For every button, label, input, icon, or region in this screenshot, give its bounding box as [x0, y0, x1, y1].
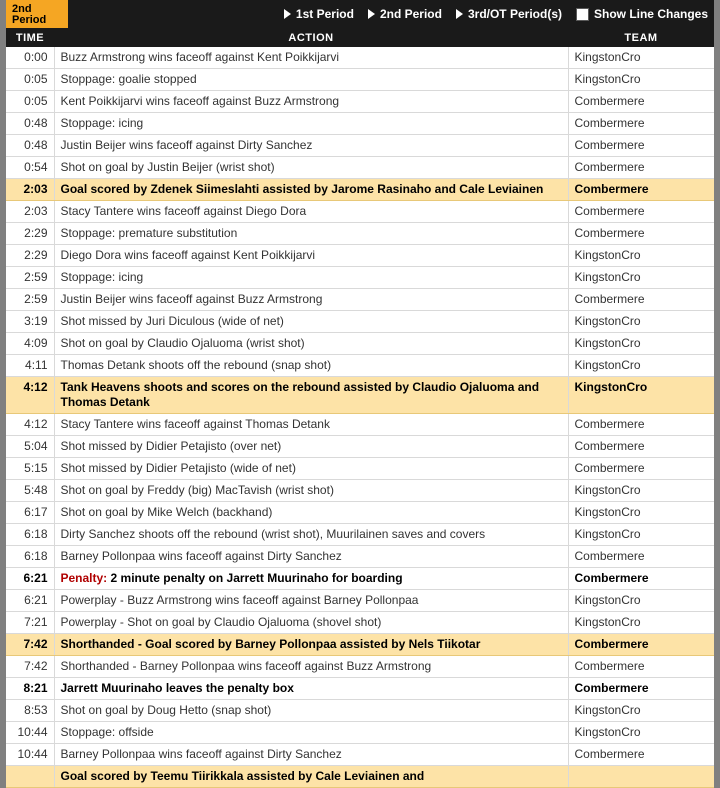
cell-action: Shot on goal by Doug Hetto (snap shot): [54, 700, 568, 722]
cell-action: Thomas Detank shoots off the rebound (snap shot): [54, 355, 568, 377]
cell-action: Stoppage: premature substitution: [54, 223, 568, 245]
current-period-line1: 2nd: [12, 3, 32, 15]
period-link-2nd[interactable]: [368, 0, 456, 28]
table-row: [6, 414, 714, 436]
play-by-play-table: [6, 28, 714, 788]
table-row: [6, 91, 714, 113]
cell-action: Stoppage: icing: [54, 113, 568, 135]
cell-time: 10:44: [6, 744, 54, 766]
show-line-changes-checkbox[interactable]: [576, 8, 589, 21]
cell-team: KingstonCro: [568, 267, 714, 289]
cell-team: Combermere: [568, 744, 714, 766]
cell-team: Combermere: [568, 634, 714, 656]
table-row: [6, 113, 714, 135]
period-link-1st[interactable]: [284, 0, 368, 28]
table-row: [6, 766, 714, 788]
cell-time: 4:09: [6, 333, 54, 355]
cell-team: Combermere: [568, 201, 714, 223]
cell-action: Kent Poikkijarvi wins faceoff against Buzz Armstrong: [54, 91, 568, 113]
cell-time: [6, 766, 54, 788]
current-period-indicator: [6, 0, 68, 28]
cell-time: 4:11: [6, 355, 54, 377]
cell-time: 2:03: [6, 179, 54, 201]
cell-time: 6:18: [6, 524, 54, 546]
cell-action: [54, 568, 568, 590]
cell-team: KingstonCro: [568, 524, 714, 546]
cell-team: KingstonCro: [568, 355, 714, 377]
cell-team: Combermere: [568, 91, 714, 113]
show-line-changes-toggle[interactable]: [576, 0, 714, 28]
cell-team: KingstonCro: [568, 377, 714, 414]
cell-action: Diego Dora wins faceoff against Kent Poikkijarvi: [54, 245, 568, 267]
table-row: [6, 656, 714, 678]
period-link-3rd-ot[interactable]: [456, 0, 576, 28]
cell-time: 10:44: [6, 722, 54, 744]
cell-team: KingstonCro: [568, 722, 714, 744]
cell-time: 5:15: [6, 458, 54, 480]
table-row: [6, 612, 714, 634]
cell-team: KingstonCro: [568, 502, 714, 524]
cell-team: Combermere: [568, 678, 714, 700]
cell-action: Barney Pollonpaa wins faceoff against Dirty Sanchez: [54, 546, 568, 568]
cell-action: Shot on goal by Freddy (big) MacTavish (wrist shot): [54, 480, 568, 502]
cell-team: Combermere: [568, 113, 714, 135]
cell-time: 6:21: [6, 590, 54, 612]
table-row: [6, 245, 714, 267]
cell-team: Combermere: [568, 436, 714, 458]
cell-team: KingstonCro: [568, 700, 714, 722]
cell-team: KingstonCro: [568, 480, 714, 502]
cell-team: KingstonCro: [568, 69, 714, 91]
table-header: [6, 28, 714, 47]
cell-time: 3:19: [6, 311, 54, 333]
show-line-changes-label: Show Line Changes: [593, 7, 708, 21]
cell-time: 0:00: [6, 47, 54, 69]
cell-team: Combermere: [568, 157, 714, 179]
table-row: [6, 700, 714, 722]
cell-action: Jarrett Muurinaho leaves the penalty box: [54, 678, 568, 700]
cell-action: Goal scored by Teemu Tiirikkala assisted by Cale Leviainen and: [54, 766, 568, 788]
cell-action: Barney Pollonpaa wins faceoff against Dirty Sanchez: [54, 744, 568, 766]
triangle-right-icon: [456, 9, 463, 19]
cell-team: Combermere: [568, 289, 714, 311]
cell-team: Combermere: [568, 656, 714, 678]
cell-action: Shot on goal by Claudio Ojaluoma (wrist shot): [54, 333, 568, 355]
cell-time: 4:12: [6, 377, 54, 414]
cell-time: 2:29: [6, 245, 54, 267]
cell-team: Combermere: [568, 223, 714, 245]
cell-time: 7:21: [6, 612, 54, 634]
table-row: [6, 480, 714, 502]
cell-team: KingstonCro: [568, 590, 714, 612]
cell-action: Shot missed by Juri Diculous (wide of net): [54, 311, 568, 333]
cell-team: KingstonCro: [568, 612, 714, 634]
cell-action: Dirty Sanchez shoots off the rebound (wrist shot), Muurilainen saves and covers: [54, 524, 568, 546]
cell-time: 6:21: [6, 568, 54, 590]
table-row: [6, 223, 714, 245]
cell-action: Stoppage: goalie stopped: [54, 69, 568, 91]
table-row: [6, 458, 714, 480]
table-row: [6, 267, 714, 289]
cell-action: Tank Heavens shoots and scores on the rebound assisted by Claudio Ojaluoma and Thomas Detank: [54, 377, 568, 414]
cell-time: 8:21: [6, 678, 54, 700]
cell-action: Stacy Tantere wins faceoff against Diego Dora: [54, 201, 568, 223]
cell-action: Stoppage: offside: [54, 722, 568, 744]
penalty-label: Penalty:: [60, 571, 108, 585]
table-row: [6, 568, 714, 590]
cell-time: 0:54: [6, 157, 54, 179]
current-period-line2: Period: [12, 14, 47, 26]
period-link-2nd-label: 2nd Period: [379, 7, 442, 21]
table-row: [6, 289, 714, 311]
table-row: [6, 590, 714, 612]
table-row: [6, 524, 714, 546]
cell-time: 7:42: [6, 656, 54, 678]
cell-action: Shorthanded - Barney Pollonpaa wins faceoff against Buzz Armstrong: [54, 656, 568, 678]
cell-team: Combermere: [568, 179, 714, 201]
cell-team: [568, 766, 714, 788]
period-link-1st-label: 1st Period: [295, 7, 354, 21]
cell-team: Combermere: [568, 546, 714, 568]
cell-action: Buzz Armstrong wins faceoff against Kent Poikkijarvi: [54, 47, 568, 69]
table-header-row: [6, 28, 714, 47]
table-row: [6, 47, 714, 69]
column-header-action: ACTION: [54, 28, 568, 47]
table-row: [6, 546, 714, 568]
play-by-play-table-scroll[interactable]: [6, 28, 714, 788]
triangle-right-icon: [368, 9, 375, 19]
penalty-text: 2 minute penalty on Jarrett Muurinaho for boarding: [107, 571, 403, 585]
cell-team: Combermere: [568, 458, 714, 480]
cell-time: 0:05: [6, 91, 54, 113]
cell-time: 2:59: [6, 267, 54, 289]
cell-action: Powerplay - Shot on goal by Claudio Ojaluoma (shovel shot): [54, 612, 568, 634]
table-row: [6, 201, 714, 223]
column-header-team: TEAM: [568, 28, 714, 47]
table-row: [6, 722, 714, 744]
cell-team: KingstonCro: [568, 245, 714, 267]
table-body: [6, 47, 714, 788]
table-row: [6, 436, 714, 458]
cell-time: 7:42: [6, 634, 54, 656]
cell-action: Stacy Tantere wins faceoff against Thomas Detank: [54, 414, 568, 436]
triangle-right-icon: [284, 9, 291, 19]
cell-action: Justin Beijer wins faceoff against Buzz Armstrong: [54, 289, 568, 311]
table-row: [6, 311, 714, 333]
period-link-3rd-ot-label: 3rd/OT Period(s): [467, 7, 562, 21]
cell-time: 0:05: [6, 69, 54, 91]
cell-action: Justin Beijer wins faceoff against Dirty Sanchez: [54, 135, 568, 157]
cell-action: Goal scored by Zdenek Siimeslahti assisted by Jarome Rasinaho and Cale Leviainen: [54, 179, 568, 201]
cell-team: Combermere: [568, 414, 714, 436]
table-row: [6, 502, 714, 524]
cell-time: 5:04: [6, 436, 54, 458]
table-row: [6, 333, 714, 355]
cell-action: Shot missed by Didier Petajisto (over net): [54, 436, 568, 458]
cell-time: 4:12: [6, 414, 54, 436]
cell-team: KingstonCro: [568, 333, 714, 355]
table-row: [6, 377, 714, 414]
period-bar-spacer: [68, 0, 284, 28]
table-row: [6, 135, 714, 157]
cell-time: 6:18: [6, 546, 54, 568]
cell-time: 0:48: [6, 135, 54, 157]
cell-time: 2:29: [6, 223, 54, 245]
cell-action: Shorthanded - Goal scored by Barney Pollonpaa assisted by Nels Tiikotar: [54, 634, 568, 656]
cell-time: 2:03: [6, 201, 54, 223]
cell-action: Powerplay - Buzz Armstrong wins faceoff against Barney Pollonpaa: [54, 590, 568, 612]
period-navigation-bar: [6, 0, 714, 28]
cell-action: Shot on goal by Mike Welch (backhand): [54, 502, 568, 524]
cell-time: 6:17: [6, 502, 54, 524]
table-row: [6, 157, 714, 179]
table-row: [6, 355, 714, 377]
cell-time: 5:48: [6, 480, 54, 502]
cell-time: 8:53: [6, 700, 54, 722]
cell-time: 0:48: [6, 113, 54, 135]
table-row: [6, 678, 714, 700]
cell-team: Combermere: [568, 568, 714, 590]
cell-team: KingstonCro: [568, 47, 714, 69]
column-header-time: TIME: [6, 28, 54, 47]
table-row: [6, 179, 714, 201]
cell-action: Shot on goal by Justin Beijer (wrist shot): [54, 157, 568, 179]
cell-team: Combermere: [568, 135, 714, 157]
cell-action: Shot missed by Didier Petajisto (wide of net): [54, 458, 568, 480]
table-row: [6, 69, 714, 91]
cell-time: 2:59: [6, 289, 54, 311]
cell-team: KingstonCro: [568, 311, 714, 333]
table-row: [6, 634, 714, 656]
table-row: [6, 744, 714, 766]
cell-action: Stoppage: icing: [54, 267, 568, 289]
